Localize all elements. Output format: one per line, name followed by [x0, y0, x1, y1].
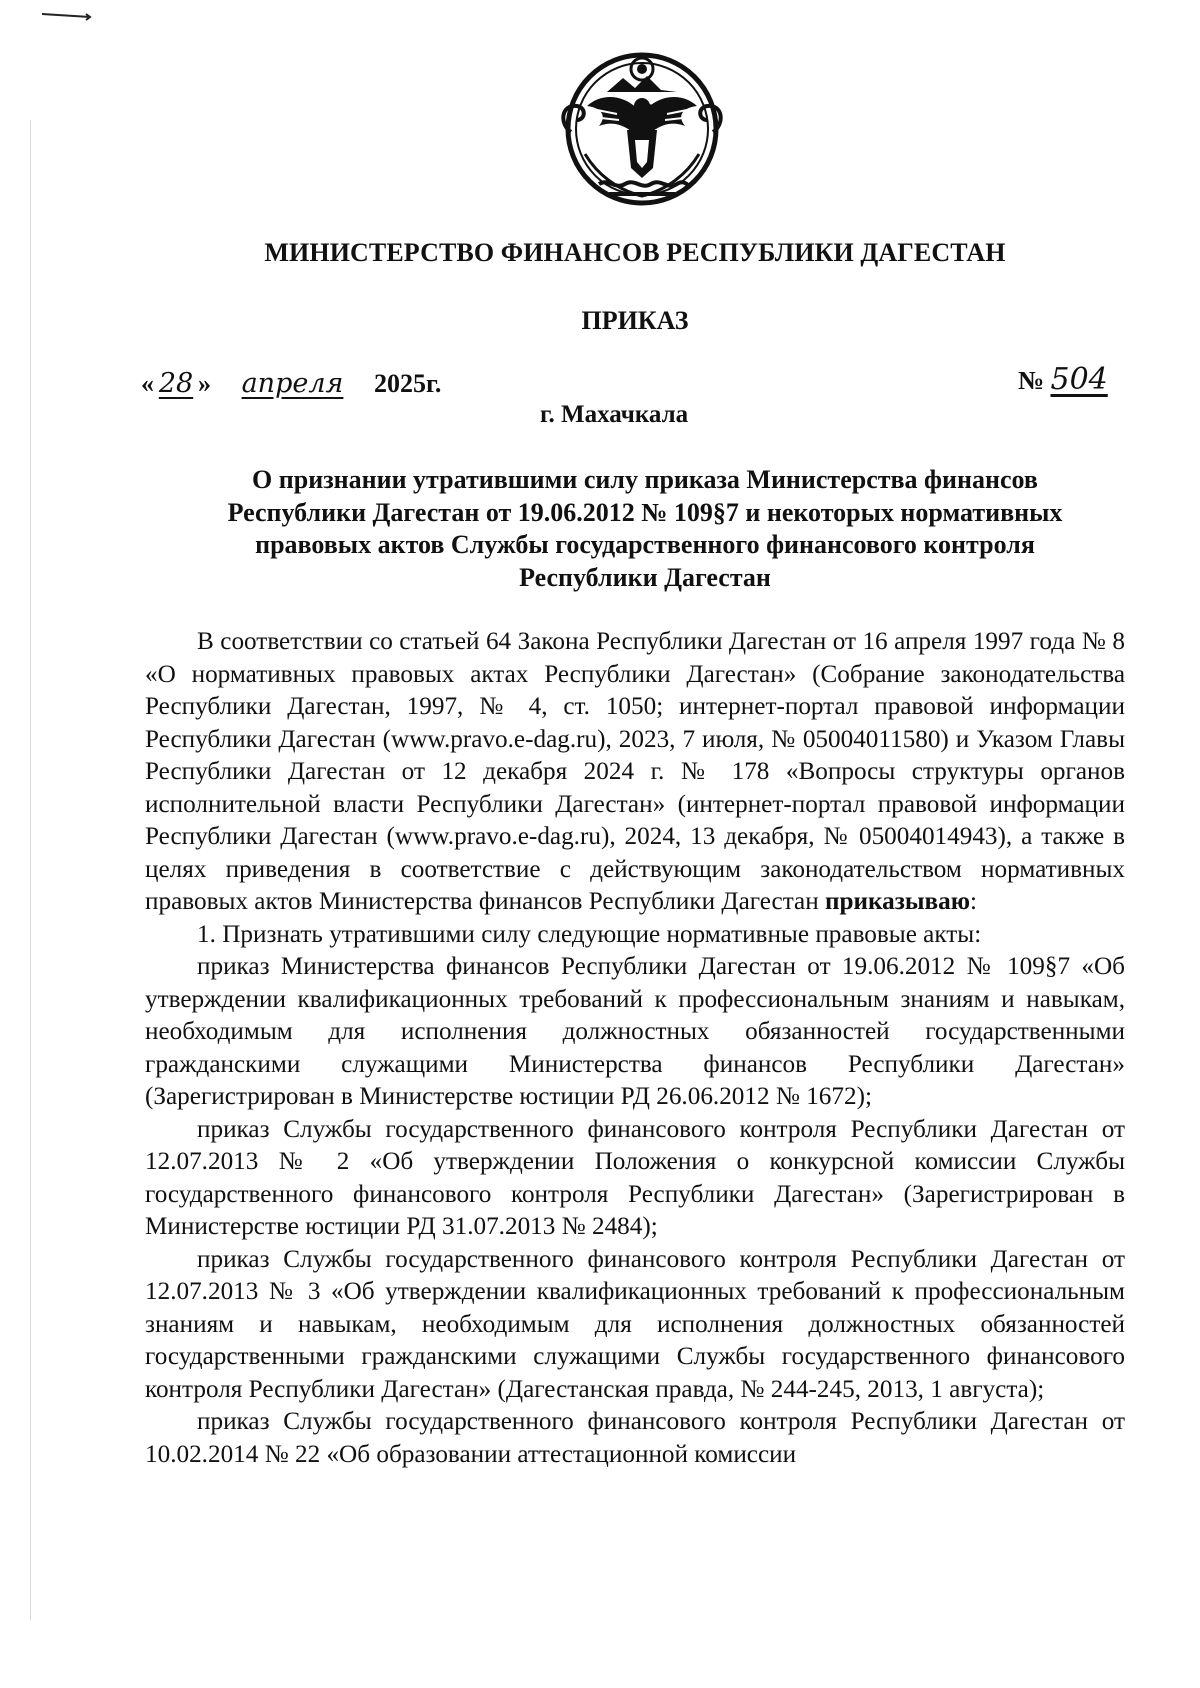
date-open-quote: « — [141, 369, 154, 398]
order-word: приказываю — [825, 888, 971, 915]
title-line: Республики Дагестан от 19.06.2012 № 109§7 и некоторых нормативных — [227, 497, 1063, 527]
title-line: правовых актов Службы государственного финансового контроля — [255, 530, 1035, 559]
preamble-text: В соответствии со статьей 64 Закона Республики Дагестан от 16 апреля 1997 года № 8 «О нормативных правовых актах Республики Дагестан» (Собрание законодательства Республики Дагестан, 1997, № 4, ст. 1050; интернет-портал правовой информации Республики Дагестан (www.pravo.e-dag.ru), 2023, 7 июля, № 05004011580) и Указом Главы Республики Дагестан от 12 декабря 2024 г. № 178 «Вопросы структуры органов исполнительной власти Республики Дагестан» (интернет-портал правовой информации Республики Дагестан (www.pravo.e-dag.ru), 2024, 13 декабря, № 05004014943), а также в целях приведения в соответствие с действующим законодательством нормативных правовых актов Министерства финансов Республики Дагестан — [145, 628, 1125, 915]
repealed-act-1: приказ Министерства финансов Республики Дагестан от 19.06.2012 № 109§7 «Об утверждении квалификационных требований к профессиональным знаниям и навыкам, необходимым для исполнения должностных обязанностей государственными гражданскими служащими Министерства финансов Республики Дагестан» (Зарегистрирован в Министерстве юстиции РД 26.06.2012 № 1672); — [145, 953, 1125, 1110]
date-close-quote: » — [198, 369, 211, 398]
order-colon: : — [970, 888, 978, 915]
preamble-paragraph — [145, 626, 1125, 919]
document-title — [150, 464, 1140, 594]
ministry-heading: МИНИСТЕРСТВО ФИНАНСОВ РЕСПУБЛИКИ ДАГЕСТАН — [264, 238, 1006, 267]
date-year: 2025г. — [374, 369, 442, 398]
number-label: № — [1018, 366, 1045, 395]
document-type-heading: ПРИКАЗ — [581, 306, 689, 335]
date-month: апреля — [241, 368, 344, 399]
scan-edge-line — [30, 120, 31, 1620]
city-line: г. Махачкала — [540, 401, 689, 428]
document-date — [141, 368, 441, 399]
title-line: Республики Дагестан — [519, 562, 771, 592]
number-value: 504 — [1050, 362, 1108, 397]
title-line: О признании утратившими силу приказа Министерства финансов — [252, 465, 1038, 494]
scan-corner-mark-icon — [40, 8, 94, 26]
repealed-act-3: приказ Службы государственного финансового контроля Республики Дагестан от 12.07.2013 № 3 «Об утверждении квалификационных требований к профессиональным знаниям и навыкам, необходимым для исполнения должностных обязанностей государственными гражданскими служащими Службы государственного финансового контроля Республики Дагестан» (Дагестанская правда, № 244-245, 2013, 1 августа); — [145, 1245, 1125, 1403]
document-body — [145, 626, 1125, 1471]
repealed-act-4: приказ Службы государственного финансового контроля Республики Дагестан от 10.02.2014 № 22 «Об образовании аттестационной комиссии — [145, 1408, 1125, 1468]
repealed-act-2: приказ Службы государственного финансового контроля Республики Дагестан от 12.07.2013 № 2 «Об утверждении Положения о конкурсной комиссии Службы государственного финансового контроля Республики Дагестан» (Зарегистрирован в Министерстве юстиции РД 31.07.2013 № 2484); — [145, 1115, 1125, 1240]
date-day: 28 — [158, 368, 194, 399]
document-number — [1018, 362, 1114, 397]
coat-of-arms-icon — [557, 44, 727, 210]
item-1-paragraph: 1. Признать утратившими силу следующие нормативные правовые акты: — [197, 920, 982, 948]
